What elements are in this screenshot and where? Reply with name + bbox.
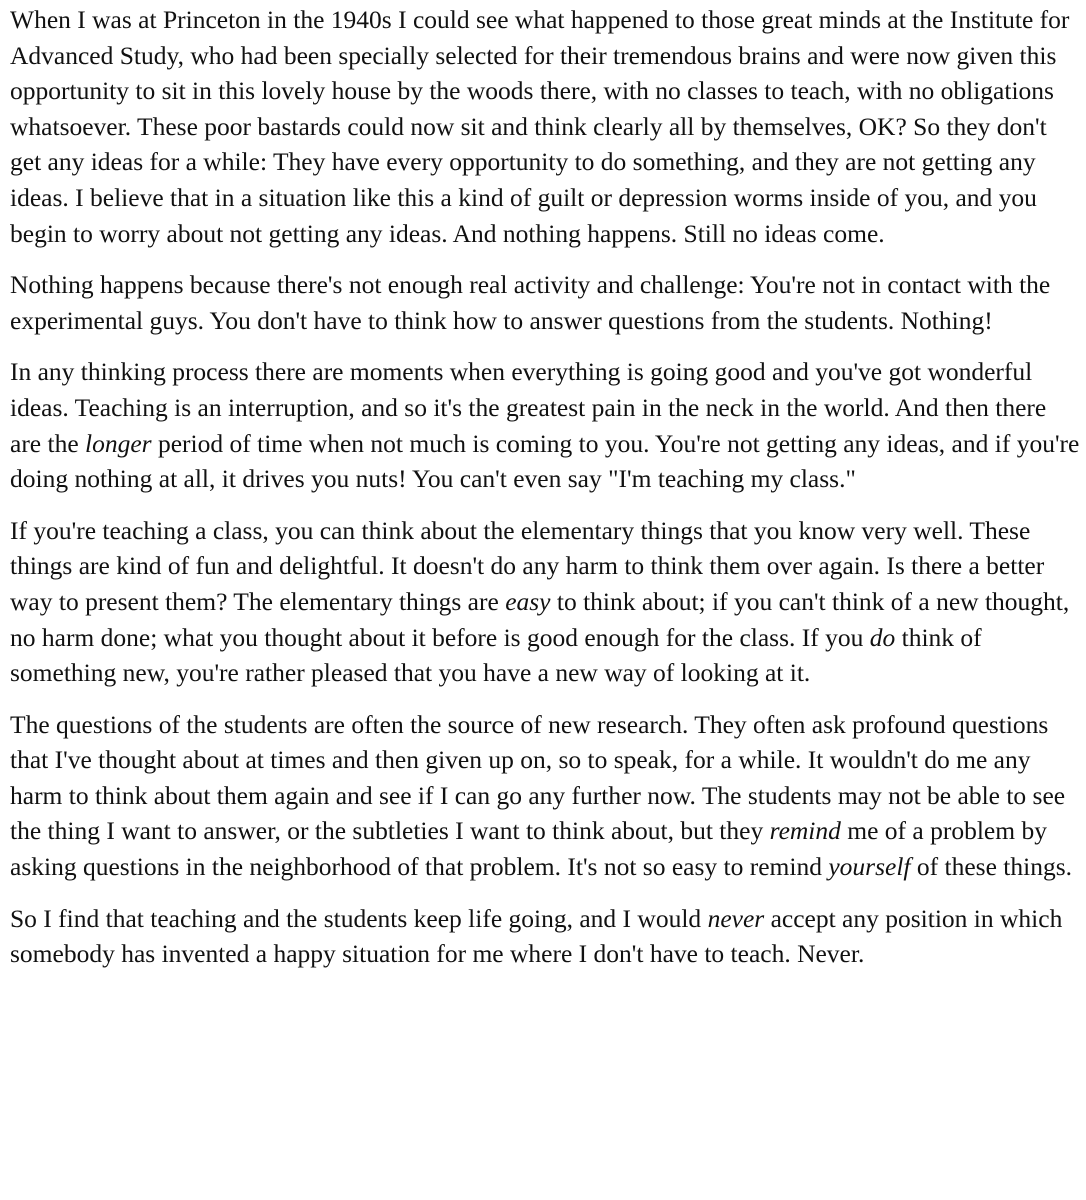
paragraph-6 [10, 901, 1080, 972]
paragraph-5 [10, 707, 1080, 885]
paragraph-4-text-b: to think about; if you can't think of a new thought, no harm done; what you thought about it before is good enough for the class. If you [10, 586, 1070, 652]
paragraph-6-text-b: accept any position in which somebody has invented a happy situation for me where I don't have to teach. Never. [10, 903, 1063, 969]
paragraph-1-text: When I was at Princeton in the 1940s I could see what happened to those great minds at the Institute for Advanced Study, who had been specially selected for their tremendous brains and were now given this opportunity to sit in this lovely house by the woods there, with no classes to teach, with no obligations whatsoever. These poor bastards could now sit and think clearly all by themselves, OK? So they don't get any ideas for a while: They have every opportunity to do something, and they are not getting any ideas. I believe that in a situation like this a kind of guilt or depression worms inside of you, and you begin to worry about not getting any ideas. And nothing happens. Still no ideas come. [10, 5, 1070, 248]
paragraph-2-text: Nothing happens because there's not enough real activity and challenge: You're not in contact with the experimental guys. You don't have to think how to answer questions from the students. Nothing! [10, 270, 1051, 335]
paragraph-5-text-b: me of a problem by asking questions in the neighborhood of that problem. It's not so easy to remind [10, 816, 1047, 882]
paragraph-6-text-a: So I find that teaching and the students keep life going, and I would [10, 903, 708, 933]
paragraph-4 [10, 513, 1080, 691]
emphasis-do: do [869, 622, 896, 652]
emphasis-easy: easy [505, 586, 551, 616]
paragraph-4-text-a: If you're teaching a class, you can think about the elementary things that you know very well. These things are kind of fun and delightful. It doesn't do any harm to think them over again. Is there a better way to present them? The elementary things are [10, 515, 1045, 616]
emphasis-longer: longer [85, 428, 152, 458]
document-page [10, 0, 1080, 972]
paragraph-1 [10, 2, 1080, 251]
paragraph-3-text-a: In any thinking process there are moments when everything is going good and you've got wonderful ideas. Teaching is an interruption, and so it's the greatest pain in the neck in the world. And then there are the [10, 357, 1047, 458]
paragraph-3 [10, 354, 1080, 496]
paragraph-2 [10, 267, 1080, 338]
emphasis-never: never [707, 903, 765, 933]
paragraph-4-text-c: think of something new, you're rather pleased that you have a new way of looking at it. [10, 622, 982, 688]
emphasis-yourself: yourself [828, 852, 911, 882]
emphasis-remind: remind [769, 816, 841, 846]
paragraph-5-text-c: of these things. [910, 852, 1072, 882]
paragraph-5-text-a: The questions of the students are often the source of new research. They often ask profound questions that I've thought about at times and then given up on, so to speak, for a while. It wouldn't do me any harm to think about them again and see if I can go any further now. The students may not be able to see the thing I want to answer, or the subtleties I want to think about, but they [10, 709, 1066, 846]
paragraph-3-text-b: period of time when not much is coming to you. You're not getting any ideas, and if you're doing nothing at all, it drives you nuts! You can't even say "I'm teaching my class." [10, 428, 1080, 494]
